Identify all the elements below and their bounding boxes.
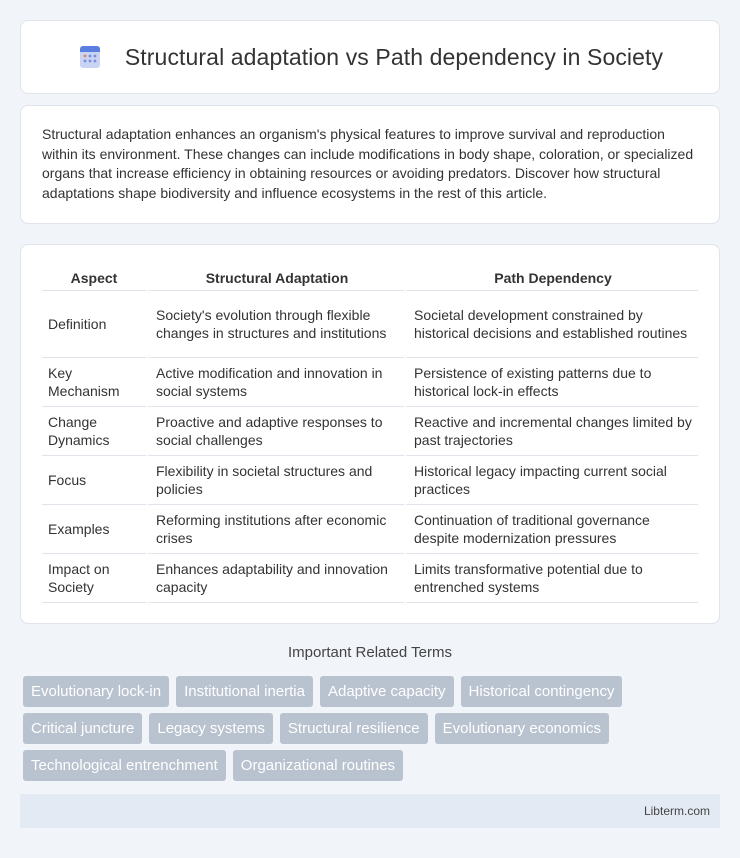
tag-critical-juncture[interactable]: Critical juncture	[23, 713, 142, 744]
cell-structural: Flexibility in societal structures and policies	[146, 456, 404, 505]
cell-path: Persistence of existing patterns due to historical lock-in effects	[404, 358, 698, 407]
tag-institutional-inertia[interactable]: Institutional inertia	[176, 676, 313, 707]
table-row	[42, 505, 698, 554]
related-terms-tags	[23, 676, 683, 787]
related-terms-section	[20, 644, 720, 661]
cell-aspect: Key Mechanism	[42, 358, 146, 407]
cell-path: Continuation of traditional governance despite modernization pressures	[404, 505, 698, 554]
tag-evolutionary-economics[interactable]: Evolutionary economics	[435, 713, 609, 744]
comparison-card	[20, 244, 720, 624]
cell-path: Reactive and incremental changes limited by past trajectories	[404, 407, 698, 456]
title-card	[20, 20, 720, 94]
cell-structural: Reforming institutions after economic crises	[146, 505, 404, 554]
footer	[20, 794, 720, 828]
cell-path: Historical legacy impacting current social practices	[404, 456, 698, 505]
footer-site-link[interactable]: Libterm.com	[643, 804, 710, 818]
tag-organizational-routines[interactable]: Organizational routines	[233, 750, 403, 781]
page-title: Structural adaptation vs Path dependency in Society	[124, 43, 664, 70]
table-row	[42, 291, 698, 358]
cell-aspect: Impact on Society	[42, 554, 146, 603]
table-row	[42, 407, 698, 456]
header-structural-adaptation: Structural Adaptation	[146, 265, 404, 291]
intro-card	[20, 105, 720, 224]
cell-structural: Society's evolution through flexible changes in structures and institutions	[146, 291, 404, 358]
cell-structural: Active modification and innovation in social systems	[146, 358, 404, 407]
tag-legacy-systems[interactable]: Legacy systems	[149, 713, 273, 744]
related-terms-title: Important Related Terms	[288, 644, 452, 661]
cell-aspect: Change Dynamics	[42, 407, 146, 456]
table-row	[42, 456, 698, 505]
cell-structural: Proactive and adaptive responses to social challenges	[146, 407, 404, 456]
tag-historical-contingency[interactable]: Historical contingency	[461, 676, 623, 707]
tag-structural-resilience[interactable]: Structural resilience	[280, 713, 428, 744]
comparison-table	[42, 265, 698, 603]
table-row	[42, 554, 698, 603]
tag-adaptive-capacity[interactable]: Adaptive capacity	[320, 676, 454, 707]
cell-structural: Enhances adaptability and innovation capacity	[146, 554, 404, 603]
document-icon	[77, 44, 103, 70]
intro-text: Structural adaptation enhances an organism's physical features to improve survival and reproduction within its environment. These changes can include modifications in body shape, coloration, or specialized organs that increase efficiency in obtaining resources or avoiding predators. Discover how structural adaptations shape biodiversity and influence ecosystems in the rest of this article.	[42, 126, 694, 201]
tag-technological-entrenchment[interactable]: Technological entrenchment	[23, 750, 226, 781]
header-aspect: Aspect	[42, 265, 146, 291]
table-header-row	[42, 265, 698, 291]
cell-aspect: Examples	[42, 505, 146, 554]
header-path-dependency: Path Dependency	[404, 265, 698, 291]
cell-path: Limits transformative potential due to entrenched systems	[404, 554, 698, 603]
tag-evolutionary-lock-in[interactable]: Evolutionary lock-in	[23, 676, 169, 707]
cell-aspect: Definition	[42, 291, 146, 358]
cell-path: Societal development constrained by historical decisions and established routines	[404, 291, 698, 358]
cell-aspect: Focus	[42, 456, 146, 505]
table-row	[42, 358, 698, 407]
